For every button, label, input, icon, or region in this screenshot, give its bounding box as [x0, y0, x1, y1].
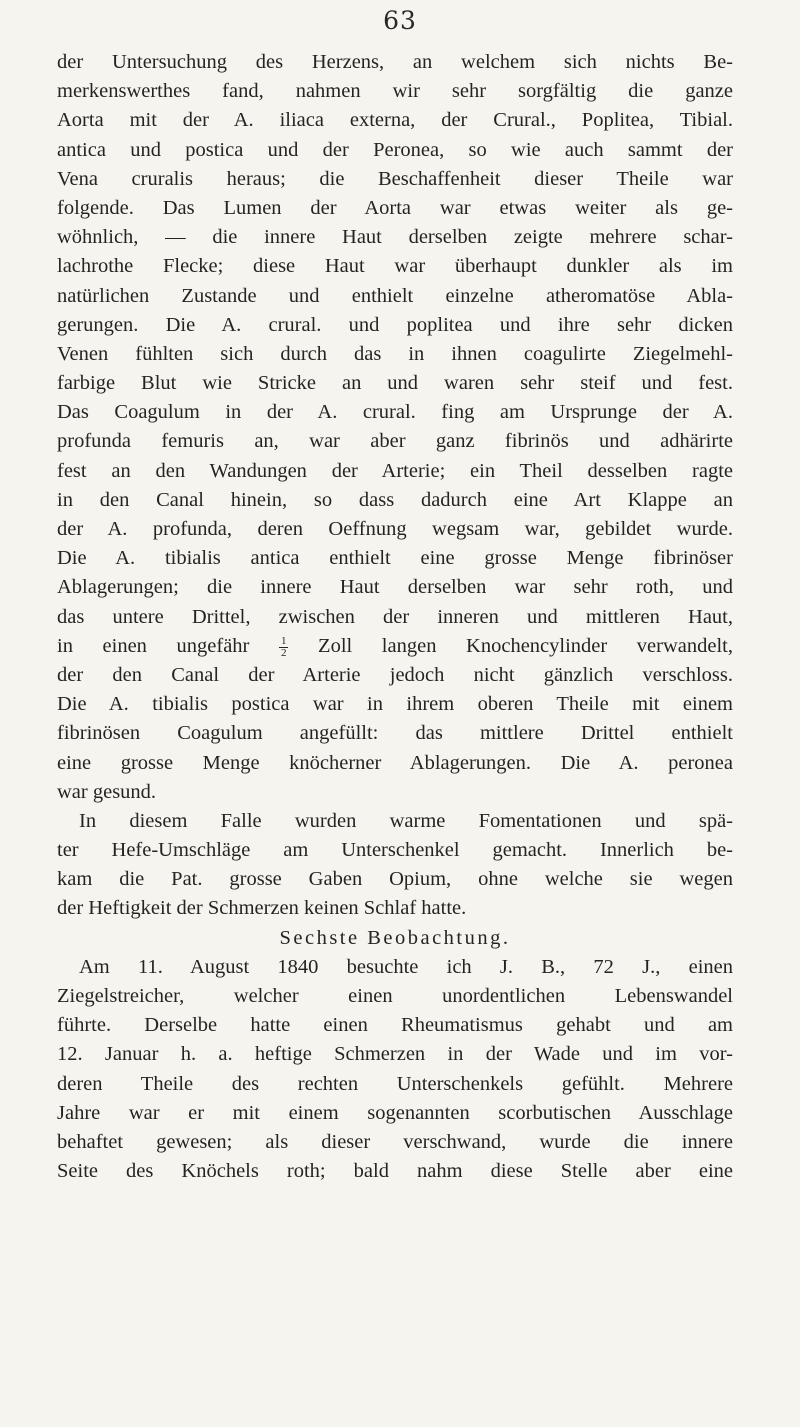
text-line: in den Canal hinein, so dass dadurch eine Art Klappe an	[57, 488, 733, 511]
text-line: natürlichen Zustande und enthielt einzelne atheromatöse Abla-	[57, 284, 733, 307]
text-line: Am 11. August 1840 besuchte ich J. B., 72 J., einen	[79, 955, 733, 978]
text-line: wöhnlich, — die innere Haut derselben zeigte mehrere schar-	[57, 226, 733, 249]
text-line: behaftet gewesen; als dieser verschwand, wurde die innere	[57, 1130, 733, 1153]
text-line: Ziegelstreicher, welcher einen unordentlichen Lebenswandel	[57, 985, 733, 1007]
text-line: Seite des Knöchels roth; bald nahm diese Stelle aber eine	[57, 1160, 733, 1183]
text-line: der Untersuchung des Herzens, an welchem sich nichts Be-	[57, 51, 733, 73]
text-line: lachrothe Flecke; diese Haut war überhaupt dunkler als im	[57, 255, 733, 278]
text-line: der A. profunda, deren Oeffnung wegsam war, gebildet wurde.	[57, 518, 733, 540]
text-line: profunda femuris an, war aber ganz fibrinös und adhärirte	[57, 430, 733, 453]
text-line: ter Hefe-Umschläge am Unterschenkel gemacht. Innerlich be-	[57, 839, 733, 862]
text-line: merkenswerthes fand, nahmen wir sehr sorgfältig die ganze	[57, 80, 733, 103]
text-line: fest an den Wandungen der Arterie; ein Theil desselben ragte	[57, 459, 733, 482]
page-number: 63	[383, 6, 417, 35]
section-heading: Sechste Beobachtung.	[279, 926, 511, 949]
text-line: Vena cruralis heraus; die Beschaffenheit dieser Theile war	[57, 167, 733, 190]
body-text	[57, 48, 733, 1186]
text-line: farbige Blut wie Stricke an und waren sehr steif und fest.	[57, 372, 733, 395]
text-line: In diesem Falle wurden warme Fomentationen und spä-	[79, 809, 733, 832]
text-line: Die A. tibialis antica enthielt eine grosse Menge fibrinöser	[57, 547, 733, 570]
text-line: deren Theile des rechten Unterschenkels gefühlt. Mehrere	[57, 1072, 733, 1095]
text-line: das untere Drittel, zwischen der inneren und mittleren Haut,	[57, 605, 733, 628]
text-fragment: Zoll langen Knochencylinder verwandelt,	[288, 634, 733, 657]
fraction-denominator: 2	[280, 646, 287, 659]
text-line-with-fraction	[57, 632, 733, 661]
text-line: Venen fühlten sich durch das in ihnen coagulirte Ziegelmehl-	[57, 342, 733, 365]
text-line: der den Canal der Arterie jedoch nicht gänzlich verschloss.	[57, 663, 733, 686]
text-line: gerungen. Die A. crural. und poplitea und ihre sehr dicken	[57, 313, 733, 336]
text-line: war gesund.	[57, 780, 157, 803]
text-line: antica und postica und der Peronea, so wie auch sammt der	[57, 138, 733, 161]
text-line: Ablagerungen; die innere Haut derselben war sehr roth, und	[57, 576, 733, 599]
text-line: 12. Januar h. a. heftige Schmerzen in der Wade und im vor-	[57, 1043, 733, 1066]
text-line: Das Coagulum in der A. crural. fing am Ursprunge der A.	[57, 401, 733, 424]
text-fragment: in einen ungefähr	[57, 634, 279, 657]
text-line: der Heftigkeit der Schmerzen keinen Schlaf hatte.	[57, 897, 467, 920]
text-line: folgende. Das Lumen der Aorta war etwas weiter als ge-	[57, 196, 733, 219]
text-line: fibrinösen Coagulum angefüllt: das mittlere Drittel enthielt	[57, 722, 733, 745]
text-line: Die A. tibialis postica war in ihrem oberen Theile mit einem	[57, 693, 733, 716]
text-line: kam die Pat. grosse Gaben Opium, ohne welche sie wegen	[57, 868, 733, 891]
text-line: Jahre war er mit einem sogenannten scorbutischen Ausschlage	[57, 1101, 733, 1124]
fraction-numerator: 1	[280, 634, 287, 647]
text-line: Aorta mit der A. iliaca externa, der Crural., Poplitea, Tibial.	[57, 109, 733, 132]
text-line: eine grosse Menge knöcherner Ablagerungen. Die A. peronea	[57, 751, 733, 774]
text-line: führte. Derselbe hatte einen Rheumatismus gehabt und am	[57, 1014, 733, 1037]
